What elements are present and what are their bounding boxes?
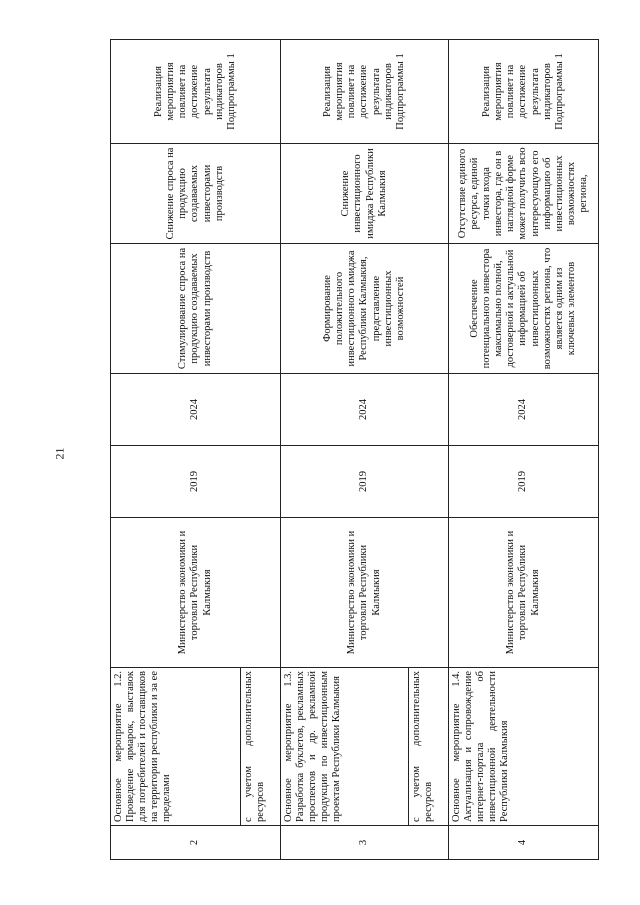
- start-year: 2019: [281, 446, 449, 518]
- start-year: 2019: [111, 446, 281, 518]
- measure-note: с учетом дополнительных ресурсов: [409, 668, 449, 826]
- table-row: [111, 40, 241, 860]
- measure-name: Основное мероприятие 1.4. Актуализация и сопровождение интернет-портала об инвестиционной деятельности Республики Калмыкия: [449, 668, 599, 826]
- non-implementation-consequence: Снижение инвестиционного имиджа Республики Калмыкия: [281, 144, 449, 244]
- indicator-link: Реализация мероприятия повлияет на достижение результата индикаторов Подпрограммы 1: [111, 40, 281, 144]
- non-implementation-consequence: Отсутствие единого ресурса, единой точки входа инвестора, где он в наглядной форме может получить всю интересующую его информацию об инвестиционных возможностях региона,: [449, 144, 599, 244]
- expected-result: Формирование положительного инвестиционного имиджа Республики Калмыкия, представление инвестиционных возможностей: [281, 244, 449, 374]
- expected-result: Обеспечение потенциального инвестора максимально полной, достоверной и актуальной информацией об инвестиционных возможностях региона, что является одним из ключевых элементов: [449, 244, 599, 374]
- end-year: 2024: [281, 374, 449, 446]
- measure-note: с учетом дополнительных ресурсов: [241, 668, 281, 826]
- table-row: [281, 40, 409, 860]
- measure-name: Основное мероприятие 1.3. Разработка буклетов, рекламных проспектов и др. рекламной продукции по инвестиционным проектам Республики Калмыкия: [281, 668, 409, 826]
- executor: Министерство экономики и торговли Республики Калмыкия: [111, 518, 281, 668]
- non-implementation-consequence: Снижение спроса на продукцию создаваемых инвесторами производств: [111, 144, 281, 244]
- start-year: 2019: [449, 446, 599, 518]
- row-number: 2: [111, 826, 281, 860]
- rotated-table-container: [110, 40, 630, 860]
- end-year: 2024: [449, 374, 599, 446]
- program-measures-table: [110, 39, 599, 860]
- row-number: 4: [449, 826, 599, 860]
- expected-result: Стимулирование спроса на продукцию создаваемых инвесторами производств: [111, 244, 281, 374]
- executor: Министерство экономики и торговли Республики Калмыкия: [281, 518, 449, 668]
- end-year: 2024: [111, 374, 281, 446]
- row-number: 3: [281, 826, 449, 860]
- page-number: 21: [52, 447, 67, 460]
- indicator-link: Реализация мероприятия повлияет на достижение результата индикаторов Подпрограммы 1: [449, 40, 599, 144]
- measure-name: Основное мероприятие 1.2. Проведение ярмарок, выставок для потребителей и поставщиков на территории республики и за ее пределами: [111, 668, 241, 826]
- table-row: [449, 40, 599, 860]
- indicator-link: Реализация мероприятия повлияет на достижение результата индикаторов Подпрограммы 1: [281, 40, 449, 144]
- executor: Министерство экономики и торговли Республики Калмыкия: [449, 518, 599, 668]
